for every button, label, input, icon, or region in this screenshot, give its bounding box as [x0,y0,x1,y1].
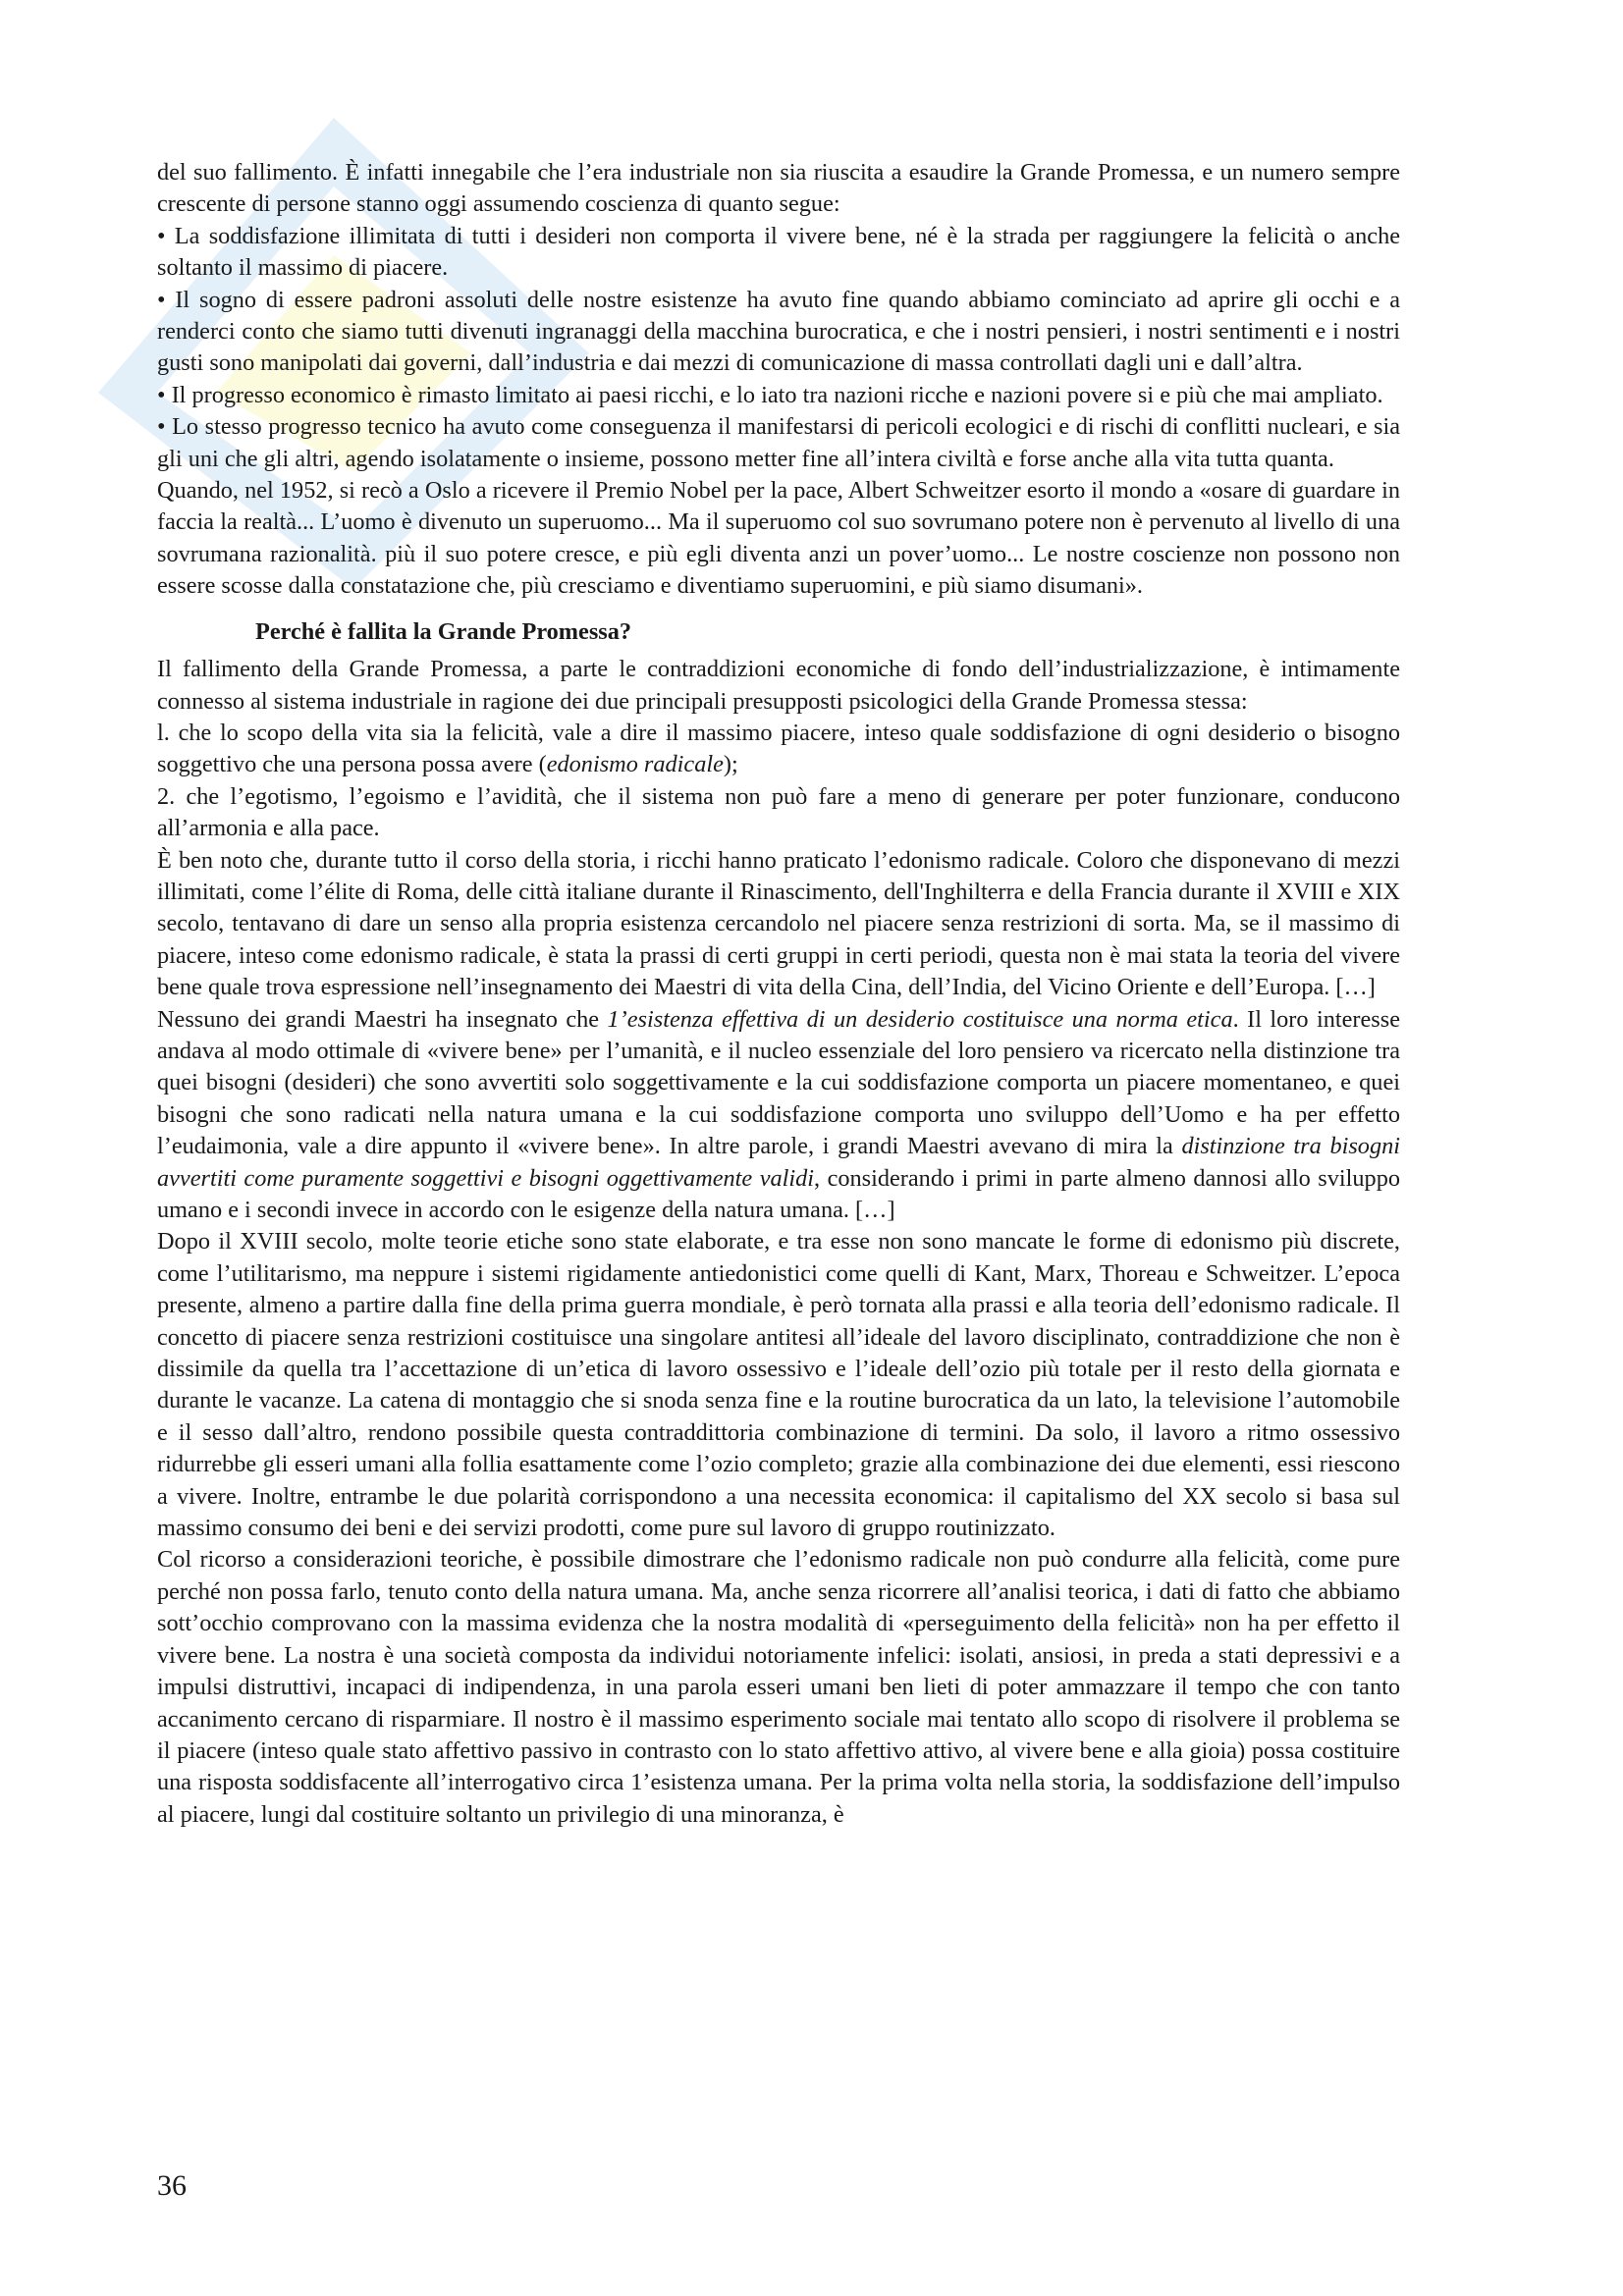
italic-run: 1’esistenza effettiva di un desiderio costituisce una norma etica [607,1005,1233,1033]
paragraph: del suo fallimento. È infatti innegabile che l’era industriale non sia riuscita a esaudire la Grande Promessa, e un numero sempre crescente di persone stanno oggi assumendo coscienza di quanto segue: [157,159,1400,218]
paragraph: Quando, nel 1952, si recò a Oslo a ricevere il Premio Nobel per la pace, Albert Schweitzer esorto il mondo a «osare di guardare in faccia la realtà... L’uomo è divenuto un superuomo... Ma il superuomo col suo sovrumano potere non è pervenuto al livello di una sovrumana razionalità. più il suo potere cresce, e più egli diventa anzi un pover’uomo... Le nostre coscienze non possono non essere scosse dalla constatazione che, più cresciamo e diventiamo superuomini, e più siamo disumani». [157,477,1400,600]
numbered-item [157,718,1400,781]
text-run: . Il loro interesse andava al modo ottimale di «vivere bene» per l’umanità, e il nucleo essenziale del loro pensiero va ricercato nella distinzione tra quei bisogni (desideri) che sono avvertiti solo soggettivamente e la cui soddisfazione comporta un piacere momentaneo, e quei bisogni che sono radicati nella natura umana e la cui soddisfazione comporta uno sviluppo dell’Uomo e ha per effetto l’eudaimonia, vale a dire appunto il «vivere bene». In altre parole, i grandi Maestri avevano di mira la [157,1005,1400,1160]
bullet-item: • Lo stesso progresso tecnico ha avuto come conseguenza il manifestarsi di pericoli ecologici e di rischi di conflitti nucleari, e sia gli uni che gli altri, agendo isolatamente o insieme, possono metter fine all’intera civiltà e forse anche alla vita tutta quanta. [157,413,1400,472]
document-body [157,157,1400,1831]
numbered-item: 2. che l’egotismo, l’egoismo e l’avidità, che il sistema non può fare a meno di generare per poter funzionare, conducono all’armonia e alla pace. [157,782,1400,842]
text-run: ); [723,751,738,778]
page-number: 36 [157,2169,187,2202]
bullet-item: • La soddisfazione illimitata di tutti i desideri non comporta il vivere bene, né è la strada per raggiungere la felicità o anche soltanto il massimo di piacere. [157,222,1400,282]
text-run: , considerando i primi in parte almeno dannosi allo sviluppo umano e i secondi invece in accordo con le esigenze della natura umana. […] [157,1164,1400,1223]
italic-run: edonismo radicale [546,751,724,778]
bullet-item: • Il sogno di essere padroni assoluti delle nostre esistenze ha avuto fine quando abbiamo cominciato ad aprire gli occhi e a renderci conto che siamo tutti divenuti ingranaggi della macchina burocratica, e che i nostri pensieri, i nostri sentimenti e i nostri gusti sono manipolati dai governi, dall’industria e dai mezzi di comunicazione di massa controllati dagli uni e dall’altra. [157,286,1400,377]
paragraph [157,1004,1400,1227]
paragraph: Dopo il XVIII secolo, molte teorie etiche sono state elaborate, e tra esse non sono mancate le forme di edonismo più discrete, come l’utilitarismo, ma neppure i sistemi rigidamente antiedonistici come quelli di Kant, Marx, Thoreau e Schweitzer. L’epoca presente, almeno a partire dalla fine della prima guerra mondiale, è però tornata alla prassi e alla teoria dell’edonismo radicale. Il concetto di piacere senza restrizioni costituisce una singolare antitesi all’ideale del lavoro disciplinato, contraddizione che non è dissimile da quella tra l’accettazione di un’etica di lavoro ossessivo e l’ideale dell’ozio più totale per il resto della giornata e durante le vacanze. La catena di montaggio che si snoda senza fine e la routine burocratica da un lato, la televisione l’automobile e il sesso dall’altro, rendono possibile questa contraddittoria combinazione di termini. Da solo, il lavoro a ritmo ossessivo ridurrebbe gli esseri umani alla follia esattamente come l’ozio completo; grazie alla combinazione dei due elementi, essi riescono a vivere. Inoltre, entrambe le due polarità corrispondono a una necessita economica: il capitalismo del XX secolo si basa sul massimo consumo dei beni e dei servizi prodotti, come pure sul lavoro di gruppo routinizzato. [157,1228,1400,1542]
paragraph: Il fallimento della Grande Promessa, a parte le contraddizioni economiche di fondo dell’industrializzazione, è intimamente connesso al sistema industriale in ragione dei due principali presupposti psicologici della Grande Promessa stessa: [157,656,1400,715]
paragraph: È ben noto che, durante tutto il corso della storia, i ricchi hanno praticato l’edonismo radicale. Coloro che disponevano di mezzi illimitati, come l’élite di Roma, delle città italiane durante il Rinascimento, dell'Inghilterra e della Francia durante il XVIII e XIX secolo, tentavano di dare un senso alla propria esistenza cercandolo nel piacere senza restrizioni di sorta. Ma, se il massimo di piacere, inteso come edonismo radicale, è stata la prassi di certi gruppi in certi periodi, questa non è mai stata la teoria del vivere bene quale trova espressione nell’insegnamento dei Maestri di vita della Cina, dell’India, del Vicino Oriente e dell’Europa. […] [157,846,1400,1001]
text-run: l. che lo scopo della vita sia la felicità, vale a dire il massimo piacere, inteso quale soddisfazione di ogni desiderio o bisogno soggettivo che una persona possa avere ( [157,719,1400,778]
paragraph: Col ricorso a considerazioni teoriche, è possibile dimostrare che l’edonismo radicale non può condurre alla felicità, come pure perché non possa farlo, tenuto conto della natura umana. Ma, anche senza ricorrere all’analisi teorica, i dati di fatto che abbiamo sott’occhio comprovano con la massima evidenza che la nostra modalità di «perseguimento della felicità» non ha per effetto il vivere bene. La nostra è una società composta da individui notoriamente infelici: isolati, ansiosi, in preda a stati depressivi e a impulsi distruttivi, incapaci di indipendenza, in una parola esseri umani ben lieti di poter ammazzare il tempo che con tanto accanimento cercano di risparmiare. Il nostro è il massimo esperimento sociale mai tentato allo scopo di risolvere il problema se il piacere (inteso quale stato affettivo passivo in contrasto con lo stato affettivo attivo, al vivere bene e alla gioia) possa costituire una risposta soddisfacente all’interrogativo circa 1’esistenza umana. Per la prima volta nella storia, la soddisfazione dell’impulso al piacere, lungi dal costituire soltanto un privilegio di una minoranza, è [157,1546,1400,1828]
section-heading: Perché è fallita la Grande Promessa? [255,617,632,645]
bullet-item: • Il progresso economico è rimasto limitato ai paesi ricchi, e lo iato tra nazioni ricche e nazioni povere si e più che mai ampliato. [157,381,1383,408]
italic-run: distinzione tra bisogni avvertiti come puramente soggettivi e bisogni oggettivamente validi [157,1133,1400,1192]
text-run: Nessuno dei grandi Maestri ha insegnato che [157,1005,608,1033]
